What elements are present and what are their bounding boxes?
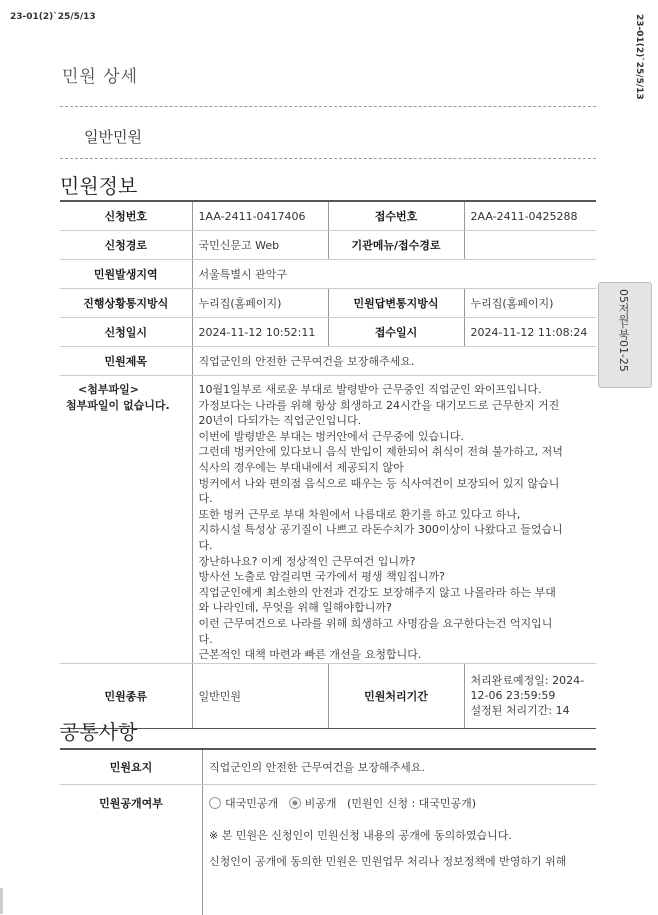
complaint-body bbox=[192, 376, 596, 664]
body-line: 이런 근무여건으로 나라를 위해 희생하고 사명감을 요구한다는건 억지입니 bbox=[199, 616, 591, 632]
radio-private[interactable] bbox=[289, 797, 301, 809]
table-row bbox=[60, 260, 596, 289]
progress-notify-label: 진행상황통지방식 bbox=[60, 289, 192, 318]
body-line: 다. bbox=[199, 491, 591, 507]
body-line: 직업군인에게 최소한의 안전과 건강도 보장해주지 않고 나몰라라 하는 부대 bbox=[199, 585, 591, 601]
subject-value: 직업군인의 안전한 근무여건을 보장해주세요. bbox=[192, 347, 596, 376]
application-no-label: 신청번호 bbox=[60, 201, 192, 231]
section-title-common: 공통사항 bbox=[60, 716, 137, 745]
receipt-no-value: 2AA-2411-0425288 bbox=[464, 201, 596, 231]
body-line: 식사의 경우에는 부대내에서 제공되지 않아 bbox=[199, 460, 591, 476]
agency-menu-label: 기관메뉴/접수경로 bbox=[328, 231, 464, 260]
body-line: 20년이 다되가는 직업군인입니다. bbox=[199, 413, 591, 429]
date-stamp-top-left: 23-01(2)`25/5/13 bbox=[10, 12, 96, 22]
body-line: 다. bbox=[199, 632, 591, 648]
page-edge bbox=[0, 888, 3, 914]
summary-value: 직업군인의 안전한 근무여건을 보장해주세요. bbox=[203, 749, 597, 785]
table-row bbox=[60, 376, 596, 664]
table-row bbox=[60, 785, 596, 915]
complaint-info-table bbox=[60, 200, 596, 729]
body-line: 가정보다는 나라를 위해 항상 희생하고 24시간을 대기모드로 근무한지 거진 bbox=[199, 398, 591, 414]
type-value: 일반민원 bbox=[192, 663, 328, 728]
body-line: 근본적인 대책 마련과 빠른 개선을 요청합니다. bbox=[199, 647, 591, 663]
body-line: 방사선 노출로 암걸리면 국가에서 평생 책임집니까? bbox=[199, 569, 591, 585]
body-line: 그런데 벙커안에 있다보니 음식 반입이 제한되어 취식이 전혀 불가하고, 저녁 bbox=[199, 444, 591, 460]
table-row bbox=[60, 231, 596, 260]
receipt-no-label: 접수번호 bbox=[328, 201, 464, 231]
attachment-heading: <첨부파일> bbox=[66, 382, 186, 398]
body-line: 또한 벙커 근무로 부대 차원에서 나름대로 환기를 하고 있다고 하나, bbox=[199, 507, 591, 523]
complaint-category: 일반민원 bbox=[84, 126, 142, 147]
subject-label: 민원제목 bbox=[60, 347, 192, 376]
disclosure-cell bbox=[203, 785, 597, 915]
divider bbox=[60, 106, 596, 107]
table-row bbox=[60, 749, 596, 785]
attachment-status: 첨부파일이 없습니다. bbox=[66, 398, 186, 414]
period-days-line: 설정된 처리기간: 14 bbox=[471, 703, 591, 718]
received-at-label: 접수일시 bbox=[328, 318, 464, 347]
disclosure-label: 민원공개여부 bbox=[60, 785, 203, 915]
side-index-tab bbox=[598, 282, 652, 388]
due-date-line: 처리완료예정일: 2024- bbox=[471, 673, 591, 688]
side-index-tab-label: 05저원-북01-25 bbox=[615, 289, 631, 372]
answer-notify-label: 민원답변통지방식 bbox=[328, 289, 464, 318]
body-line: 10월1일부로 새로운 부대로 발령받아 근무중인 직업군인 와이프입니다. bbox=[199, 382, 591, 398]
due-date-line: 12-06 23:59:59 bbox=[471, 688, 591, 703]
applied-at-label: 신청일시 bbox=[60, 318, 192, 347]
common-info-table bbox=[60, 748, 596, 915]
summary-label: 민원요지 bbox=[60, 749, 203, 785]
agency-menu-value bbox=[464, 231, 596, 260]
region-value: 서울특별시 관악구 bbox=[192, 260, 596, 289]
body-line: 다. bbox=[199, 538, 591, 554]
option-private-label: 비공개 bbox=[305, 797, 337, 810]
route-label: 신청경로 bbox=[60, 231, 192, 260]
body-line: 지하시설 특성상 공기질이 나쁘고 라돈수치가 300이상이 나왔다고 들었습니 bbox=[199, 522, 591, 538]
option-public-label: 대국민공개 bbox=[225, 797, 278, 810]
table-row bbox=[60, 318, 596, 347]
region-label: 민원발생지역 bbox=[60, 260, 192, 289]
page-title: 민원 상세 bbox=[62, 62, 138, 87]
section-title-complaint-info: 민원정보 bbox=[60, 170, 137, 199]
disclosure-note: 신청인이 공개에 동의한 민원은 민원업무 처리나 정보정책에 반영하기 위해 bbox=[209, 853, 590, 869]
application-no-value: 1AA-2411-0417406 bbox=[192, 201, 328, 231]
disclosure-note: ※ 본 민원은 신청인이 민원신청 내용의 공개에 동의하였습니다. bbox=[209, 827, 590, 843]
attachment-cell bbox=[60, 376, 192, 664]
table-row bbox=[60, 289, 596, 318]
body-line: 와 나라인데, 무엇을 위해 일해야합니까? bbox=[199, 600, 591, 616]
divider bbox=[60, 158, 596, 159]
date-stamp-top-right: 23-01(2)`25/5/13 bbox=[634, 14, 644, 100]
applied-at-value: 2024-11-12 10:52:11 bbox=[192, 318, 328, 347]
answer-notify-value: 누리집(홈페이지) bbox=[464, 289, 596, 318]
period-label: 민원처리기간 bbox=[328, 663, 464, 728]
table-row bbox=[60, 347, 596, 376]
disclosure-options bbox=[209, 795, 590, 811]
table-row bbox=[60, 663, 596, 728]
body-line: 장난하나요? 이게 정상적인 근무여건 입니까? bbox=[199, 554, 591, 570]
applicant-request: (민원인 신청 : 대국민공개) bbox=[347, 797, 476, 810]
period-value bbox=[464, 663, 596, 728]
progress-notify-value: 누리집(홈페이지) bbox=[192, 289, 328, 318]
body-line: 이번에 발령받은 부대는 벙커안에서 근무중에 있습니다. bbox=[199, 429, 591, 445]
table-row bbox=[60, 201, 596, 231]
received-at-value: 2024-11-12 11:08:24 bbox=[464, 318, 596, 347]
body-line: 벙커에서 나와 편의점 음식으로 때우는 등 식사여건이 보장되어 있지 않습니 bbox=[199, 476, 591, 492]
route-value: 국민신문고 Web bbox=[192, 231, 328, 260]
radio-public[interactable] bbox=[209, 797, 221, 809]
type-label: 민원종류 bbox=[60, 663, 192, 728]
